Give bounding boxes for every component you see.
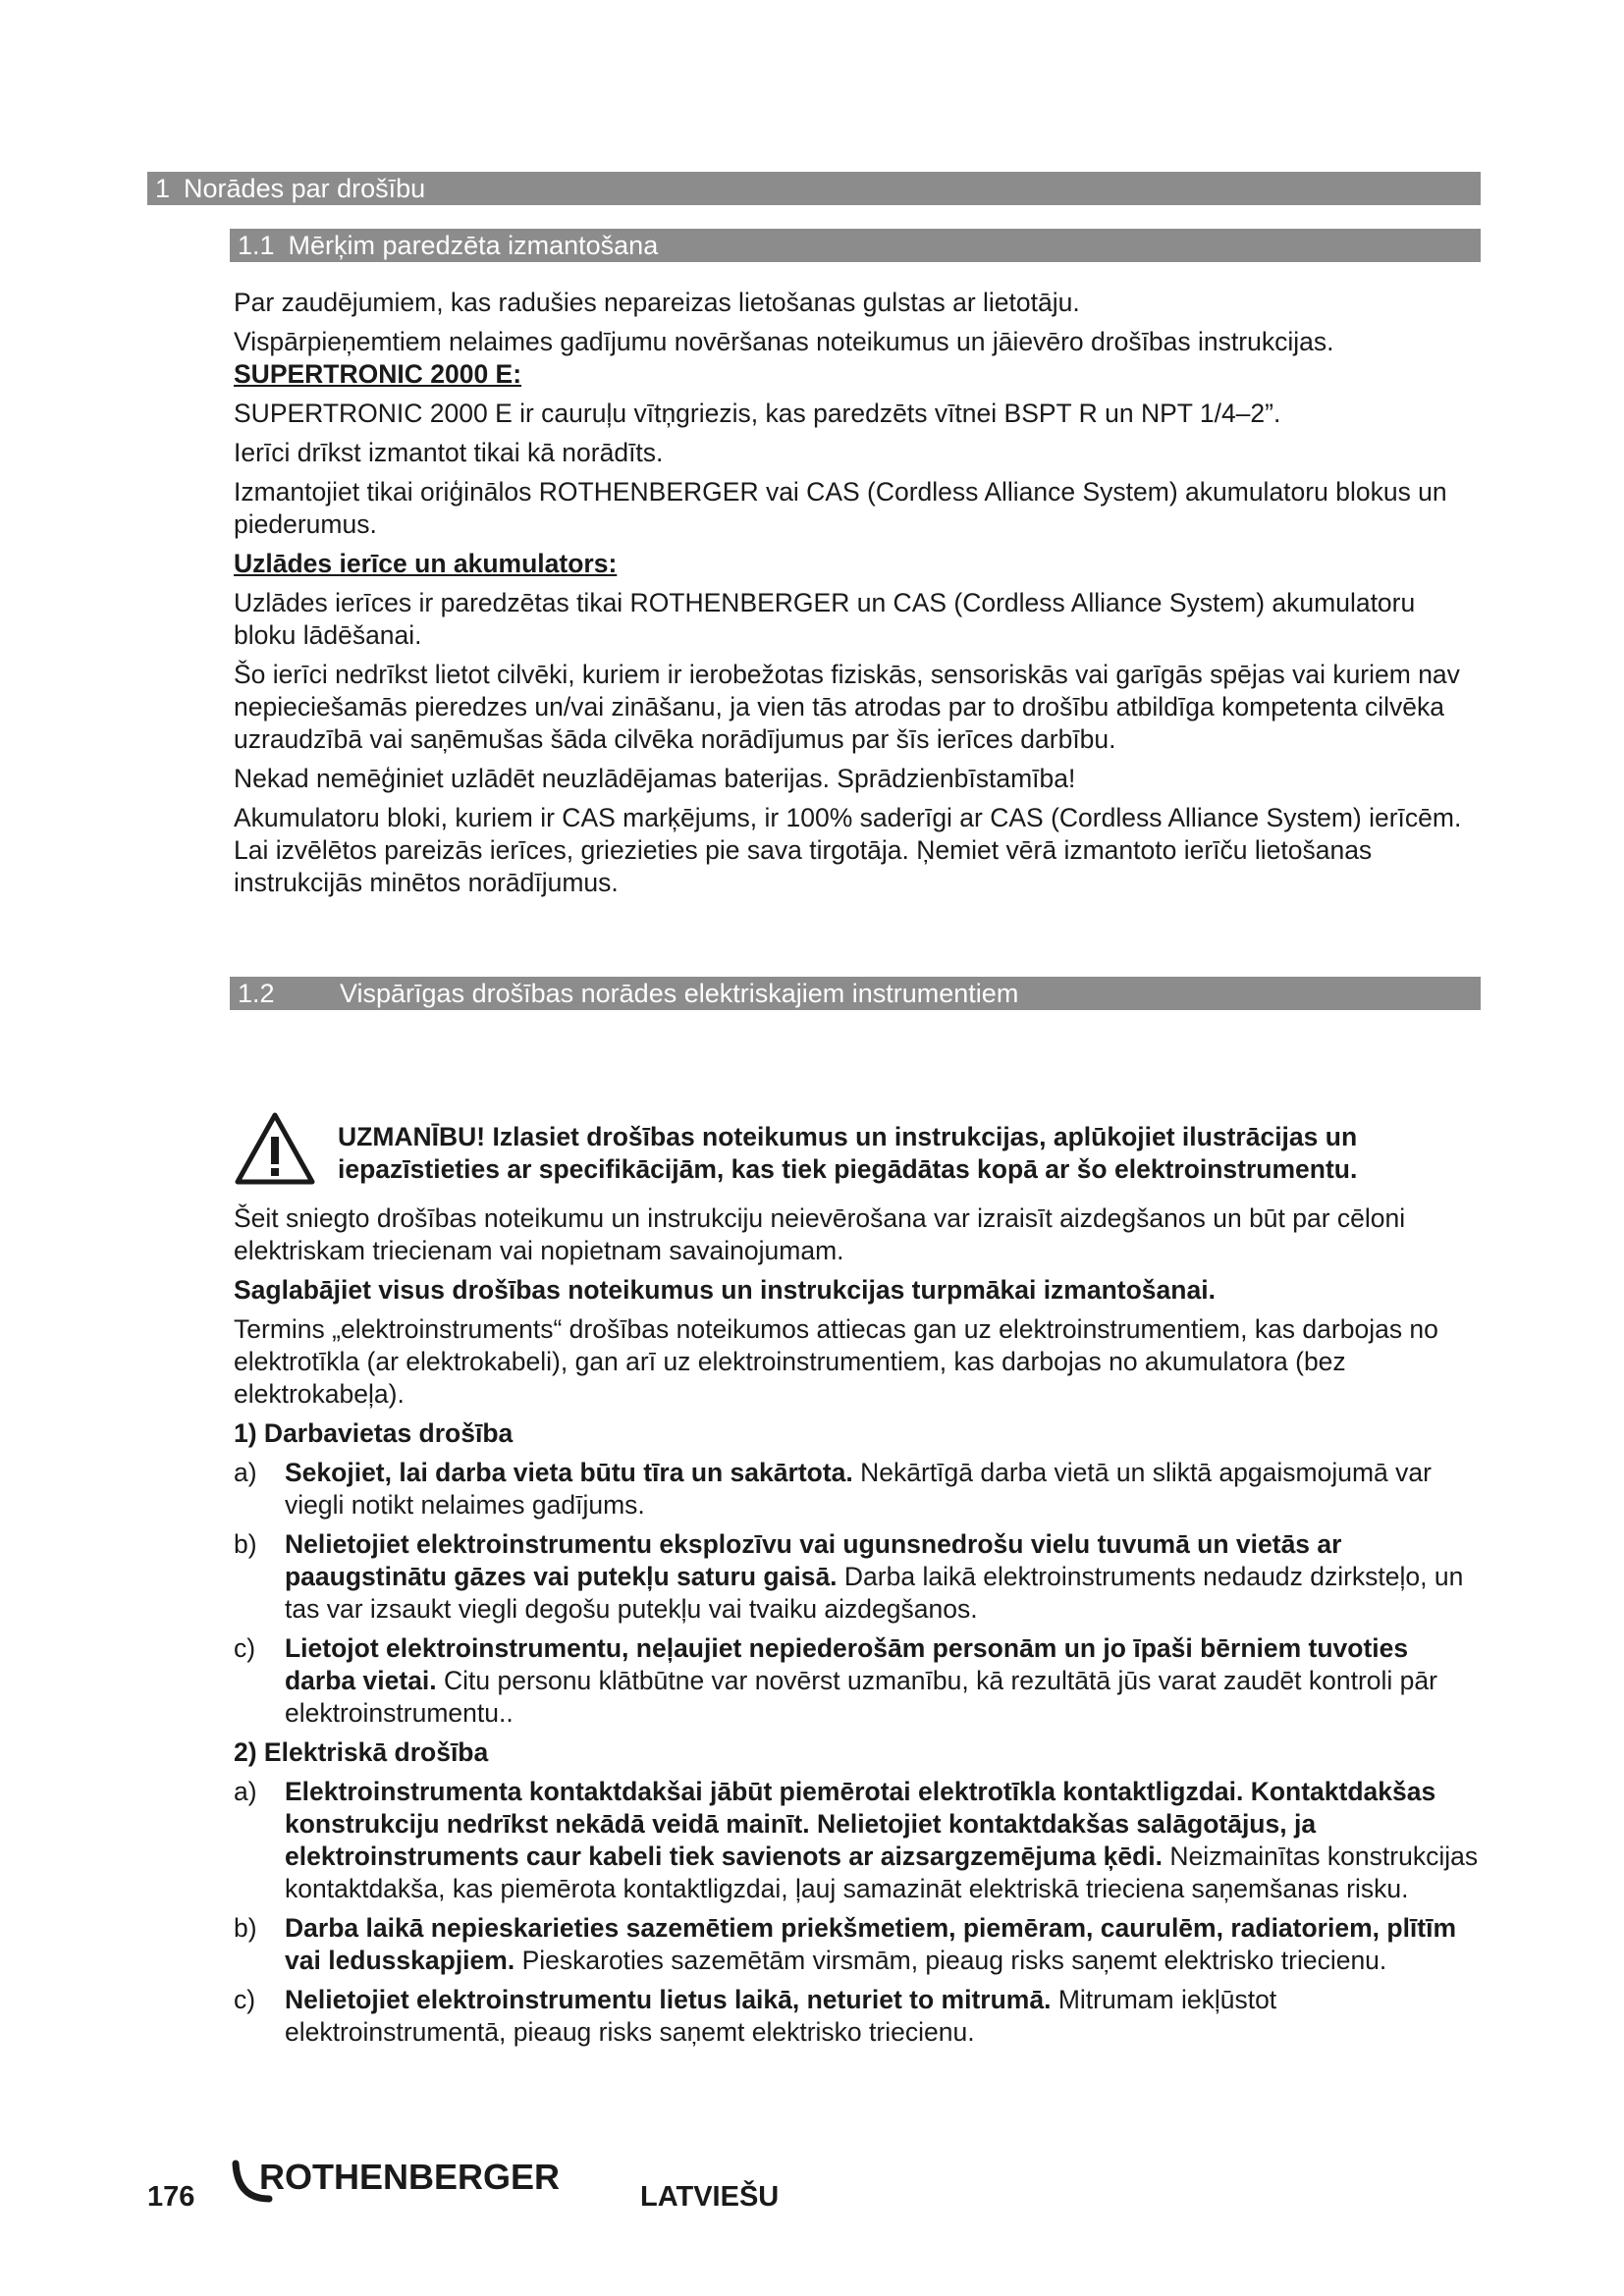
- section-number: 1: [155, 174, 171, 203]
- item-label: c): [234, 1633, 256, 1663]
- paragraph-bold: Saglabājiet visus drošības noteikumus un instrukcijas turpmākai izmantošanai.: [234, 1275, 1216, 1305]
- section-heading-1-2: [230, 977, 1481, 1010]
- warning-block: [234, 1121, 1483, 1196]
- warning-text: UZMANĪBU! Izlasiet drošības noteikumus un instrukcijas, aplūkojiet ilustrācijas un iepazīstieties ar specifikācijām, kas tiek piegādātas kopā ar šo elektroinstrumentu.: [338, 1122, 1358, 1184]
- section-heading-1: [147, 172, 1481, 205]
- item-text: Lietojot elektroinstrumentu, neļaujiet nepiederošām personām un jo īpaši bērniem tuvoties darba vietai. Citu personu klātbūtne var novērst uzmanību, kā rezultātā jūs varat zaudēt kontroli pār elektroinstrumentu..: [285, 1633, 1437, 1728]
- paragraph: Nekad nemēģiniet uzlādēt neuzlādējamas baterijas. Sprādzienbīstamība!: [234, 764, 1076, 793]
- list-item: [234, 1632, 1483, 1730]
- item-label: a): [234, 1777, 257, 1806]
- list-item: [234, 1528, 1483, 1626]
- paragraph: Šeit sniegto drošības noteikumu un instrukciju neievērošana var izraisīt aizdegšanos un būt par cēloni elektriskam triecienam vai nopietnam savainojumam.: [234, 1203, 1406, 1265]
- group-heading: 2) Elektriskā drošība: [234, 1737, 489, 1767]
- item-label: c): [234, 1985, 256, 2014]
- item-label: a): [234, 1458, 257, 1487]
- paragraph: Uzlādes ierīces ir paredzētas tikai ROTHENBERGER un CAS (Cordless Alliance System) akumulatoru bloku lādēšanai.: [234, 588, 1416, 650]
- group-heading: 1) Darbavietas drošība: [234, 1418, 514, 1448]
- list-item: [234, 1912, 1483, 1977]
- section-1-1-body: [234, 287, 1483, 899]
- section-title: Vispārīgas drošības norādes elektriskajiem instrumentiem: [340, 979, 1019, 1008]
- section-number: 1.1: [238, 231, 275, 260]
- item-text: Darba laikā nepieskarieties sazemētiem priekšmetiem, piemēram, caurulēm, radiatoriem, plītīm vai ledusskapjiem. Pieskaroties sazemētām virsmām, pieaug risks saņemt elektrisko triecienu.: [285, 1913, 1457, 1975]
- section-number: 1.2: [238, 979, 275, 1008]
- item-text: Sekojiet, lai darba vieta būtu tīra un sakārtota. Nekārtīgā darba vietā un sliktā apgaismojumā var viegli notikt nelaimes gadījums.: [285, 1458, 1432, 1520]
- warning-triangle-icon: [234, 1111, 316, 1186]
- paragraph: Izmantojiet tikai oriģinālos ROTHENBERGER vai CAS (Cordless Alliance System) akumulatoru blokus un piederumus.: [234, 477, 1447, 539]
- paragraph: Akumulatoru bloki, kuriem ir CAS marķējums, ir 100% saderīgi ar CAS (Cordless Alliance System) ierīcēm. Lai izvēlētos pareizās ierīces, griezieties pie sava tirgotāja. Ņemiet vērā izmantoto ierīču lietošanas instrukcijās minētos norādījumus.: [234, 803, 1462, 897]
- subheading: Uzlādes ierīce un akumulators:: [234, 549, 618, 578]
- list-item: [234, 1457, 1483, 1522]
- item-label: b): [234, 1529, 257, 1559]
- rothenberger-logo: [230, 2150, 623, 2209]
- section-1-2-body: [234, 1121, 1483, 2049]
- page-number: 176: [147, 2181, 195, 2213]
- paragraph: SUPERTRONIC 2000 E ir cauruļu vītņgriezis, kas paredzēts vītnei BSPT R un NPT 1/4–2”.: [234, 399, 1281, 428]
- svg-text:ROTHENBERGER: ROTHENBERGER: [259, 2157, 561, 2197]
- item-text: Nelietojiet elektroinstrumentu eksplozīvu vai ugunsnedrošu vielu tuvumā un vietās ar paaugstinātu gāzes vai putekļu saturu gaisā. Darba laikā elektroinstruments nedaudz dzirksteļo, un tas var izsaukt viegli degošu putekļu vai tvaiku aizdegšanos.: [285, 1529, 1464, 1624]
- section-title: Mērķim paredzēta izmantošana: [288, 231, 659, 260]
- list-item: [234, 1776, 1483, 1905]
- item-text: Nelietojiet elektroinstrumentu lietus laikā, neturiet to mitrumā. Mitrumam iekļūstot elektroinstrumentā, pieaug risks saņemt elektrisko triecienu.: [285, 1985, 1277, 2047]
- paragraph: Termins „elektroinstruments“ drošības noteikumos attiecas gan uz elektroinstrumentiem, kas darbojas no elektrotīkla (ar elektrokabeli), gan arī uz elektroinstrumentiem, kas darbojas no akumulatora (bez elektrokabeļa).: [234, 1314, 1438, 1409]
- paragraph: Šo ierīci nedrīkst lietot cilvēki, kuriem ir ierobežotas fiziskās, sensoriskās vai garīgās spējas vai kuriem nav nepieciešamās pieredzes un/vai zināšanu, ja vien tās atrodas par to drošību atbildīga kompetenta cilvēka uzraudzībā vai saņēmušas šāda cilvēka norādījumus par šīs ierīces darbību.: [234, 660, 1460, 754]
- paragraph: Ierīci drīkst izmantot tikai kā norādīts.: [234, 438, 664, 467]
- item-text: Elektroinstrumenta kontaktdakšai jābūt piemērotai elektrotīkla kontaktligzdai. Kontaktdakšas konstrukciju nedrīkst nekādā veidā mainīt. Nelietojiet kontaktdakšas salāgotājus, ja elektroinstruments caur kabeli tiek savienots ar aizsargzemējuma ķēdi. Neizmainītas konstrukcijas kontaktdakša, kas piemērota kontaktligzdai, ļauj samazināt elektriskā trieciena saņemšanas risku.: [285, 1777, 1479, 1903]
- paragraph: Vispārpieņemtiem nelaimes gadījumu novēršanas noteikumus un jāievēro drošības instrukcijas.: [234, 327, 1334, 356]
- language-label: LATVIEŠU: [640, 2181, 780, 2213]
- list-item: [234, 1984, 1483, 2049]
- section-title: Norādes par drošību: [184, 174, 426, 203]
- subheading: SUPERTRONIC 2000 E:: [234, 359, 522, 389]
- section-heading-1-1: [230, 229, 1481, 262]
- paragraph: Par zaudējumiem, kas radušies nepareizas lietošanas gulstas ar lietotāju.: [234, 288, 1080, 317]
- item-label: b): [234, 1913, 257, 1943]
